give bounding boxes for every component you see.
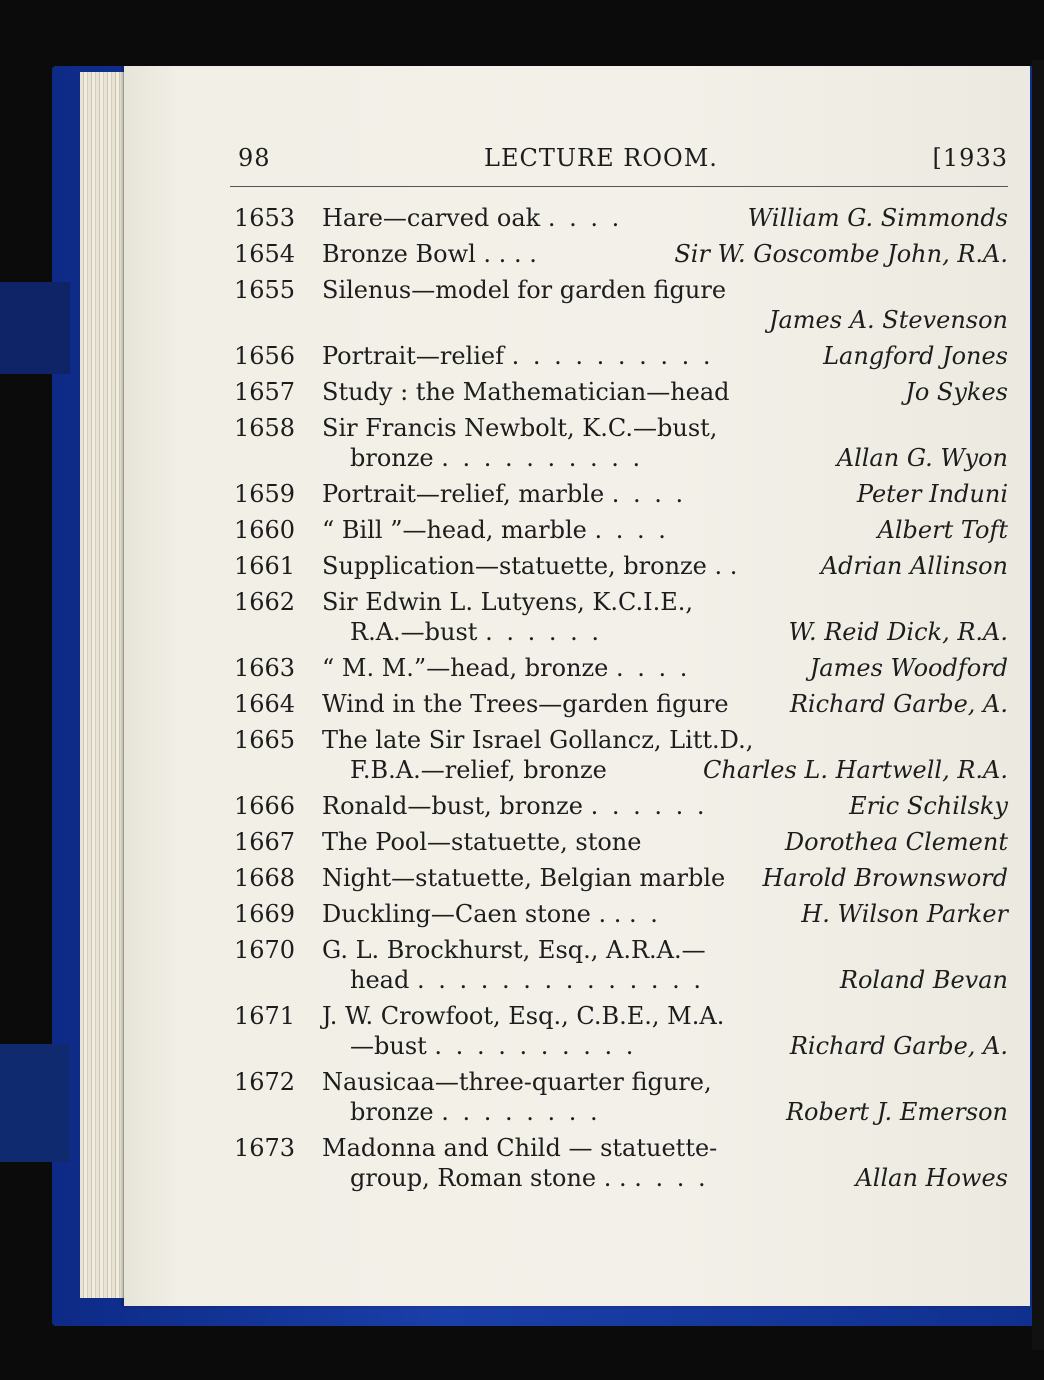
entry-description: —bust bbox=[350, 1032, 427, 1060]
catalogue-entry bbox=[230, 725, 1008, 785]
entry-body bbox=[322, 479, 1008, 509]
entry-description: The Pool—statuette, stone bbox=[322, 828, 642, 856]
artist-name: Adrian Allinson bbox=[820, 552, 1008, 580]
leader-dots: . . . . . . bbox=[485, 618, 603, 646]
catalogue-entry bbox=[230, 377, 1008, 407]
entry-line bbox=[322, 515, 1008, 545]
entry-number: 1665 bbox=[234, 726, 296, 754]
catalogue-entry bbox=[230, 413, 1008, 473]
bookmark-ribbon-lower bbox=[0, 1044, 70, 1162]
entry-line bbox=[322, 275, 1008, 305]
catalogue-entry bbox=[230, 791, 1008, 821]
page-number: 98 bbox=[238, 144, 271, 172]
running-header bbox=[230, 138, 1008, 187]
entry-line bbox=[322, 755, 1008, 785]
entry-number: 1662 bbox=[234, 588, 296, 616]
entry-description bbox=[322, 306, 350, 334]
catalogue-entry bbox=[230, 1133, 1008, 1193]
entry-line bbox=[322, 791, 1008, 821]
artist-name: Peter Induni bbox=[856, 480, 1008, 508]
entry-description: Study : the Mathematician—head bbox=[322, 378, 730, 406]
entry-line bbox=[322, 965, 1008, 995]
entry-line bbox=[322, 1067, 1008, 1097]
entry-description: Madonna and Child — statuette- bbox=[322, 1134, 718, 1162]
entry-description: Sir Edwin L. Lutyens, K.C.I.E., bbox=[322, 588, 694, 616]
entry-description: “ Bill ”—head, marble bbox=[322, 516, 587, 544]
page-text bbox=[230, 138, 1008, 1199]
entry-description: Wind in the Trees—garden figure bbox=[322, 690, 729, 718]
catalogue-entry bbox=[230, 341, 1008, 371]
entry-description: The late Sir Israel Gollancz, Litt.D., bbox=[322, 726, 754, 754]
entry-description: bronze bbox=[350, 444, 434, 472]
entry-description: head bbox=[350, 966, 410, 994]
entry-body bbox=[322, 275, 1008, 335]
entry-number: 1660 bbox=[234, 516, 296, 544]
year-label: [1933 bbox=[932, 144, 1008, 172]
entry-description: Sir Francis Newbolt, K.C.—bust, bbox=[322, 414, 718, 442]
artist-name: Eric Schilsky bbox=[849, 792, 1008, 820]
entry-description: Ronald—bust, bronze bbox=[322, 792, 583, 820]
entry-body bbox=[322, 725, 1008, 785]
entry-body bbox=[322, 377, 1008, 407]
entry-description: G. L. Brockhurst, Esq., A.R.A.— bbox=[322, 936, 706, 964]
entry-number: 1670 bbox=[234, 936, 296, 964]
entry-number: 1658 bbox=[234, 414, 296, 442]
artist-name: Harold Brownsword bbox=[762, 864, 1008, 892]
entry-line bbox=[322, 341, 1008, 371]
artist-name: Robert J. Emerson bbox=[785, 1098, 1008, 1126]
entry-description: Portrait—relief, marble bbox=[322, 480, 605, 508]
leader-dots: . . . . . . . . . . bbox=[511, 342, 714, 370]
artist-name: Dorothea Clement bbox=[784, 828, 1008, 856]
entry-line bbox=[322, 899, 1008, 929]
entry-body bbox=[322, 689, 1008, 719]
entry-description: “ M. M.”—head, bronze bbox=[322, 654, 609, 682]
entry-number: 1669 bbox=[234, 900, 296, 928]
entry-number: 1654 bbox=[234, 240, 296, 268]
entry-line bbox=[322, 653, 1008, 683]
entry-description: bronze bbox=[350, 1098, 434, 1126]
leader-dots: . . . . . . . . bbox=[441, 1098, 601, 1126]
entry-description: Nausicaa—three-quarter figure, bbox=[322, 1068, 712, 1096]
entry-description: Hare—carved oak bbox=[322, 204, 541, 232]
entry-description: R.A.—bust bbox=[350, 618, 478, 646]
entry-number: 1666 bbox=[234, 792, 296, 820]
catalogue-entry bbox=[230, 689, 1008, 719]
artist-name: Allan Howes bbox=[855, 1164, 1008, 1192]
entry-line bbox=[322, 1001, 1008, 1031]
leader-dots: . . . . bbox=[616, 654, 691, 682]
entry-line bbox=[322, 1163, 1008, 1193]
artist-name: Allan G. Wyon bbox=[836, 444, 1008, 472]
entry-number: 1668 bbox=[234, 864, 296, 892]
catalogue-entry bbox=[230, 653, 1008, 683]
leader-dots: . . . . . . . . . . bbox=[441, 444, 644, 472]
entry-number: 1667 bbox=[234, 828, 296, 856]
artist-name: Jo Sykes bbox=[905, 378, 1008, 406]
entry-line bbox=[322, 617, 1008, 647]
leader-dots: . . . . bbox=[547, 204, 623, 232]
entry-number: 1653 bbox=[234, 204, 296, 232]
entry-number: 1659 bbox=[234, 480, 296, 508]
leader-dots: . . . . bbox=[611, 480, 687, 508]
entry-body bbox=[322, 653, 1008, 683]
artist-name: Langford Jones bbox=[823, 342, 1008, 370]
catalogue-entry bbox=[230, 551, 1008, 581]
catalogue-entry bbox=[230, 1067, 1008, 1127]
artist-name: Richard Garbe, A. bbox=[789, 1032, 1008, 1060]
page-title: LECTURE ROOM. bbox=[484, 144, 718, 172]
artist-name: James Woodford bbox=[809, 654, 1008, 682]
leader-dots: . . . . bbox=[634, 1164, 709, 1192]
entry-body bbox=[322, 935, 1008, 995]
catalogue-entry bbox=[230, 239, 1008, 269]
entry-line bbox=[322, 725, 1008, 755]
leader-dots: . . . . . . . . . . bbox=[434, 1032, 637, 1060]
entry-body bbox=[322, 899, 1008, 929]
bookmark-ribbon bbox=[0, 282, 70, 374]
entry-line bbox=[322, 1097, 1008, 1127]
leader-dots: . . . . bbox=[594, 516, 669, 544]
entry-description: Supplication—statuette, bronze . . bbox=[322, 552, 738, 580]
entry-number: 1663 bbox=[234, 654, 296, 682]
entry-number: 1655 bbox=[234, 276, 296, 304]
entry-body bbox=[322, 587, 1008, 647]
entry-description: J. W. Crowfoot, Esq., C.B.E., M.A. bbox=[322, 1002, 725, 1030]
entry-body bbox=[322, 203, 1008, 233]
artist-name: William G. Simmonds bbox=[747, 204, 1008, 232]
entry-line bbox=[322, 827, 1008, 857]
entry-body bbox=[322, 827, 1008, 857]
entry-description: group, Roman stone . . bbox=[350, 1164, 627, 1192]
catalogue-entry bbox=[230, 827, 1008, 857]
entry-description: Bronze Bowl . . . . bbox=[322, 240, 537, 268]
catalogue-entry bbox=[230, 515, 1008, 545]
entry-line bbox=[322, 1133, 1008, 1163]
entry-line bbox=[322, 377, 1008, 407]
artist-name: Sir W. Goscombe John, R.A. bbox=[674, 240, 1008, 268]
artist-name: H. Wilson Parker bbox=[801, 900, 1008, 928]
entry-line bbox=[322, 443, 1008, 473]
entry-number: 1671 bbox=[234, 1002, 296, 1030]
entry-description: Silenus—model for garden figure bbox=[322, 276, 727, 304]
entry-body bbox=[322, 791, 1008, 821]
entry-line bbox=[322, 689, 1008, 719]
entry-body bbox=[322, 341, 1008, 371]
entry-description: Duckling—Caen stone . . bbox=[322, 900, 622, 928]
entry-body bbox=[322, 515, 1008, 545]
entry-number: 1672 bbox=[234, 1068, 296, 1096]
catalogue-entry bbox=[230, 479, 1008, 509]
entry-body bbox=[322, 1133, 1008, 1193]
artist-name: Charles L. Hartwell, R.A. bbox=[703, 756, 1008, 784]
entry-line bbox=[322, 413, 1008, 443]
catalogue-entry bbox=[230, 275, 1008, 335]
entry-number: 1664 bbox=[234, 690, 296, 718]
catalogue-entry bbox=[230, 899, 1008, 929]
artist-name: Roland Bevan bbox=[839, 966, 1008, 994]
catalogue-entry bbox=[230, 587, 1008, 647]
artist-name: W. Reid Dick, R.A. bbox=[788, 618, 1008, 646]
entry-line bbox=[322, 863, 1008, 893]
leader-dots: . . . . . . bbox=[590, 792, 708, 820]
entry-description: F.B.A.—relief, bronze bbox=[350, 756, 607, 784]
artist-name: Richard Garbe, A. bbox=[789, 690, 1008, 718]
artist-name: James A. Stevenson bbox=[768, 306, 1008, 334]
catalogue-entry bbox=[230, 863, 1008, 893]
entry-number: 1657 bbox=[234, 378, 296, 406]
entry-line bbox=[322, 239, 1008, 269]
entry-number: 1656 bbox=[234, 342, 296, 370]
entry-body bbox=[322, 551, 1008, 581]
leader-dots: . . . . . . . . . . . . . . bbox=[416, 966, 704, 994]
catalogue-entry bbox=[230, 203, 1008, 233]
entry-number: 1661 bbox=[234, 552, 296, 580]
catalogue-entry bbox=[230, 935, 1008, 995]
entry-number: 1673 bbox=[234, 1134, 296, 1162]
entry-body bbox=[322, 239, 1008, 269]
entry-line bbox=[322, 203, 1008, 233]
entry-description: Night—statuette, Belgian marble bbox=[322, 864, 726, 892]
entry-line bbox=[322, 935, 1008, 965]
entry-body bbox=[322, 1067, 1008, 1127]
gutter-shadow bbox=[1032, 60, 1044, 1350]
catalogue-list bbox=[230, 203, 1008, 1193]
artist-name: Albert Toft bbox=[877, 516, 1008, 544]
leader-dots: . . bbox=[629, 900, 661, 928]
entry-body bbox=[322, 1001, 1008, 1061]
entry-body bbox=[322, 413, 1008, 473]
catalogue-entry bbox=[230, 1001, 1008, 1061]
entry-line bbox=[322, 305, 1008, 335]
entry-line bbox=[322, 587, 1008, 617]
entry-body bbox=[322, 863, 1008, 893]
entry-description: Portrait—relief bbox=[322, 342, 504, 370]
entry-line bbox=[322, 551, 1008, 581]
entry-line bbox=[322, 1031, 1008, 1061]
entry-line bbox=[322, 479, 1008, 509]
